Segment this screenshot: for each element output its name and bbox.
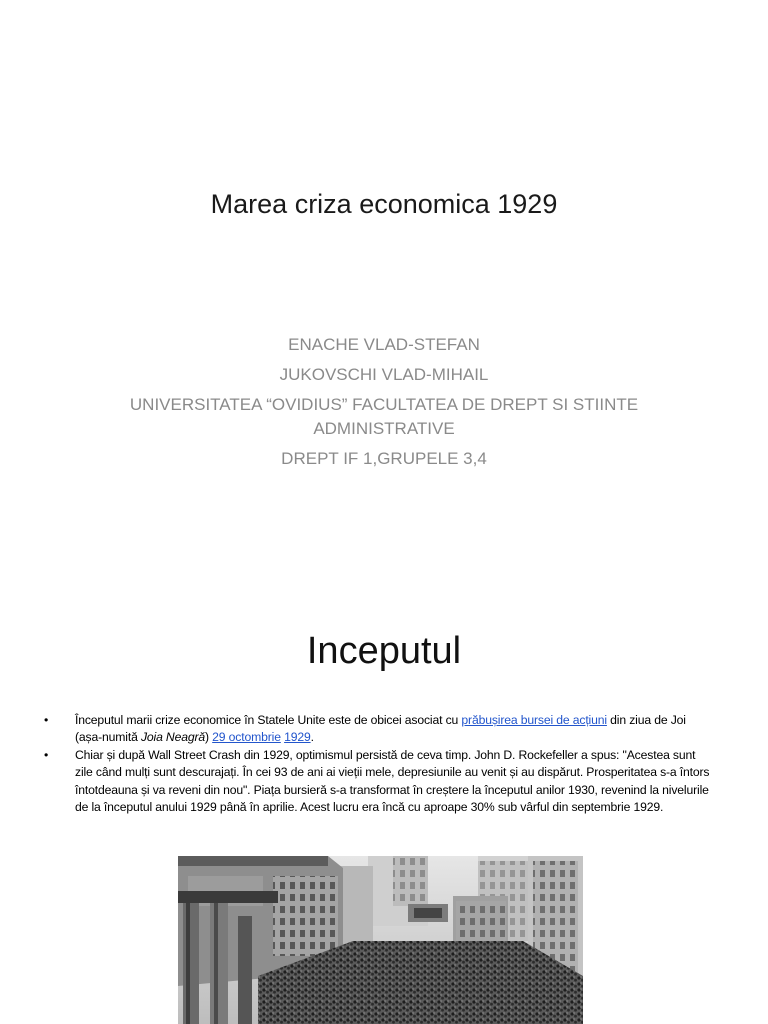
presentation-title: Marea criza economica 1929 — [210, 189, 558, 219]
bullet-text: . — [310, 730, 314, 745]
group-line: DREPT IF 1,GRUPELE 3,4 — [281, 449, 487, 468]
bullet-text: Începutul marii crize economice în Statele Unite este de obicei asociat cu — [75, 713, 462, 727]
bullet-dot: • — [44, 713, 49, 727]
content-slide — [0, 576, 768, 1024]
author-block — [100, 333, 668, 471]
bullet-text: din ziua de Joi (așa-numită — [75, 713, 686, 745]
bullet-item-2 — [40, 747, 716, 817]
bullet-text: Chiar și după Wall Street Crash din 1929, optimismul persistă de ceva timp. John D. Rockefeller a spus: "Acestea sunt zile când mulți sunt descurajați. În cei 93 de ani ai vieții mele, depresiunile au venit și au dispărut. Prosperitatea s-a întors întotdeauna și va reveni din nou". Piața bursieră s-a transformat în creștere la începutul anilor 1930, revenind la nivelurile de la începutul anului 1929 până în aprilie. Acest lucru era încă cu aproape 30% sub vârful din septembrie 1929. — [75, 747, 710, 815]
italic-text: Joia Neagră — [140, 730, 206, 745]
institution-line-1: UNIVERSITATEA “OVIDIUS” FACULTATEA DE DREPT SI STIINTE — [129, 395, 639, 414]
link-year[interactable]: 1929 — [284, 730, 311, 745]
author-1: ENACHE VLAD-STEFAN — [288, 335, 480, 354]
link-stock-market-crash[interactable]: prăbușirea bursei de acțiuni — [461, 713, 607, 727]
bullet-list — [40, 712, 716, 816]
bullet-dot: • — [44, 747, 49, 762]
wall-street-crowd-photo — [178, 856, 583, 1024]
link-date[interactable]: 29 octombrie — [212, 730, 281, 745]
bullet-text: ) — [205, 730, 213, 745]
bullet-item-1 — [40, 712, 716, 747]
slide-title: Inceputul — [306, 630, 462, 672]
institution-line-2: ADMINISTRATIVE — [313, 419, 455, 438]
author-2: JUKOVSCHI VLAD-MIHAIL — [279, 365, 489, 384]
